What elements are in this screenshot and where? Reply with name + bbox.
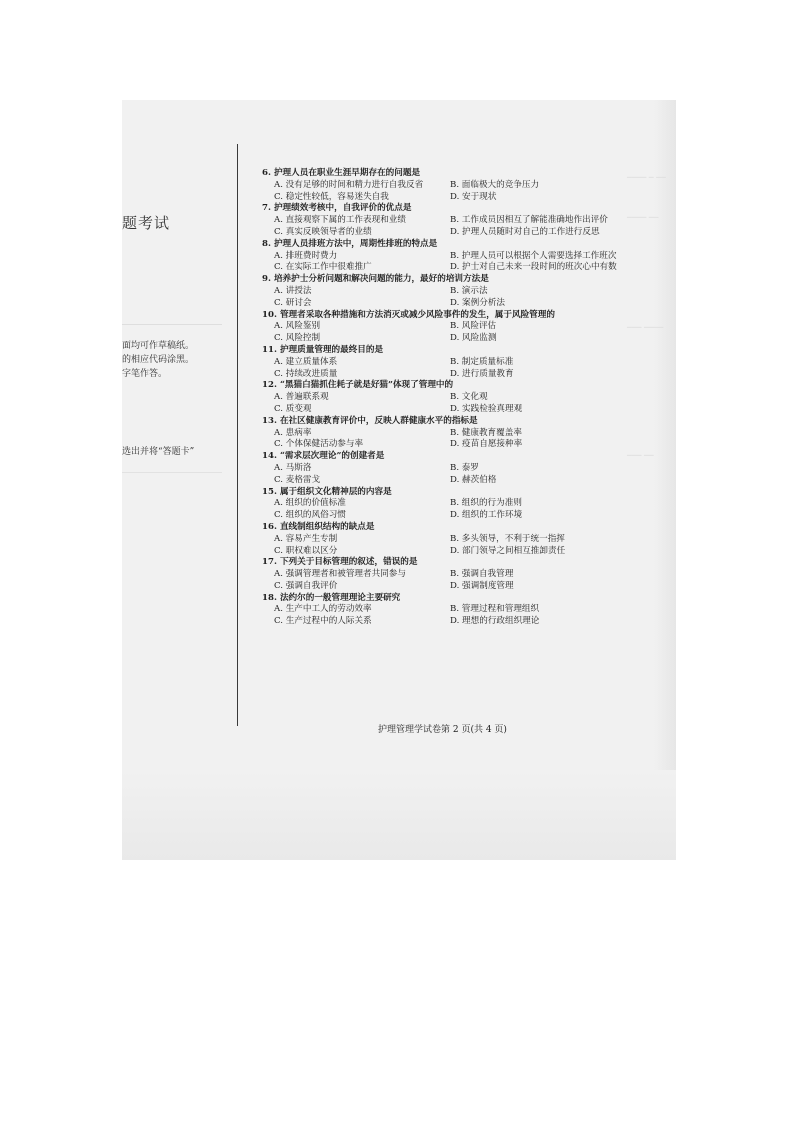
option-c: C. 生产过程中的人际关系 [274,616,372,627]
instruction-line: 字笔作答。 [122,369,168,379]
question-stem: 18. 法约尔的一般管理理论主要研究 [262,592,401,603]
left-margin-fragment [122,100,234,860]
question-stem: 17. 下列关于目标管理的叙述，错误的是 [262,557,418,568]
option-c: C. 风险控制 [274,333,321,344]
option-c: C. 真实反映领导者的业绩 [274,226,372,237]
question-stem: 10. 管理者采取各种措施和方法消灭或减少风险事件的发生，属于风险管理的 [262,309,555,320]
instruction-line: 的相应代码涂黑。 [122,355,195,365]
option-b: B. 文化观 [450,392,488,403]
option-a: A. 建立质量体系 [274,356,338,367]
instruction-line: 选出并将“答题卡” [122,447,195,457]
option-b: B. 强调自我管理 [450,569,514,580]
option-c: C. 个体保健活动参与率 [274,439,364,450]
question-10 [262,309,670,345]
question-6 [262,168,670,203]
question-stem: 14. “需求层次理论”的创建者是 [262,451,385,462]
option-b: B. 泰罗 [450,462,479,473]
option-a: A. 普遍联系观 [274,392,329,403]
question-11 [262,344,670,380]
option-d: D. 实践检验真理观 [450,403,523,414]
faint-rule [122,472,222,473]
question-7 [262,203,670,238]
bleed-through-text: ─── ──── [627,323,664,332]
option-d: D. 护士对自己未来一段时间的班次心中有数 [450,262,617,273]
option-c: C. 麦格雷戈 [274,474,321,485]
option-b: B. 多头领导，不利于统一指挥 [450,533,565,544]
question-15 [262,486,670,522]
option-b: B. 面临极大的竞争压力 [450,179,540,190]
option-d: D. 赫茨伯格 [450,474,497,485]
option-d: D. 理想的行政组织理论 [450,616,540,627]
question-stem: 8. 护理人员排班方法中，周期性排班的特点是 [262,238,438,249]
option-a: A. 马斯洛 [274,462,312,473]
option-a: A. 容易产生专制 [274,533,338,544]
bleed-through-text: ──── ─ ── [627,173,666,182]
option-d: D. 组织的工作环境 [450,510,523,521]
option-c: C. 质变观 [274,403,312,414]
option-c: C. 在实际工作中很难推广 [274,262,372,273]
option-a: A. 直接观察下属的工作表现和业绩 [274,215,406,226]
bleed-through-text: ─── ── [627,451,654,460]
option-b: B. 制定质量标准 [450,356,514,367]
question-17 [262,557,670,592]
option-a: A. 没有足够的时间和精力进行自我反省 [274,179,424,190]
option-b: B. 工作成员因相互了解能准确地作出评价 [450,215,608,226]
question-list [262,168,670,628]
option-b: B. 健康教育覆盖率 [450,427,522,438]
option-b: B. 演示法 [450,285,488,296]
question-stem: 7. 护理绩效考核中，自我评价的优点是 [262,203,412,214]
page-footer: 护理管理学试卷第 2 页(共 4 页) [378,725,507,735]
option-d: D. 安于现状 [450,191,497,202]
option-c: C. 稳定性较低，容易迷失自我 [274,191,389,202]
question-18 [262,592,670,628]
option-c: C. 强调自我评价 [274,580,338,591]
question-stem: 15. 属于组织文化精神层的内容是 [262,486,392,497]
option-d: D. 风险监测 [450,333,497,344]
instruction-line: 面均可作草稿纸。 [122,341,195,351]
option-d: D. 疫苗自愿接种率 [450,439,523,450]
option-c: C. 研讨会 [274,297,312,308]
binding-line [237,144,238,726]
option-a: A. 风险鉴别 [274,321,321,332]
question-13 [262,415,670,451]
option-a: A. 排班费时费力 [274,250,338,261]
option-c: C. 持续改进质量 [274,368,338,379]
option-b: B. 护理人员可以根据个人需要选择工作班次 [450,250,617,261]
option-a: A. 强调管理者和被管理者共同参与 [274,569,406,580]
option-d: D. 案例分析法 [450,297,506,308]
option-b: B. 组织的行为准则 [450,498,522,509]
question-9 [262,274,670,309]
option-d: D. 强调制度管理 [450,580,514,591]
question-12 [262,380,670,415]
question-stem: 13. 在社区健康教育评价中，反映人群健康水平的指标是 [262,415,478,426]
faint-rule [122,324,222,325]
bleed-through-text: ──── ── [627,213,659,222]
question-stem: 12. “黑猫白猫抓住耗子就是好猫”体现了管理中的 [262,380,454,391]
question-stem: 6. 护理人员在职业生涯早期存在的问题是 [262,168,421,178]
question-16 [262,521,670,557]
option-d: D. 部门领导之间相互推卸责任 [450,545,566,556]
scanned-exam-page [122,100,676,860]
option-c: C. 职权难以区分 [274,545,338,556]
option-a: A. 生产中工人的劳动效率 [274,604,372,615]
question-stem: 11. 护理质量管理的最终目的是 [262,344,384,355]
option-b: B. 管理过程和管理组织 [450,604,540,615]
question-14 [262,451,670,486]
option-a: A. 组织的价值标准 [274,498,346,509]
option-d: D. 护理人员随时对自己的工作进行反思 [450,226,600,237]
option-a: A. 讲授法 [274,285,312,296]
exam-title-fragment: 题考试 [122,214,171,232]
option-b: B. 风险评估 [450,321,497,332]
question-8 [262,238,670,274]
option-a: A. 患病率 [274,427,312,438]
option-c: C. 组织的风俗习惯 [274,510,346,521]
question-stem: 16. 直线制组织结构的缺点是 [262,521,375,532]
option-d: D. 进行质量教育 [450,368,514,379]
question-stem: 9. 培养护士分析问题和解决问题的能力，最好的培训方法是 [262,274,489,285]
